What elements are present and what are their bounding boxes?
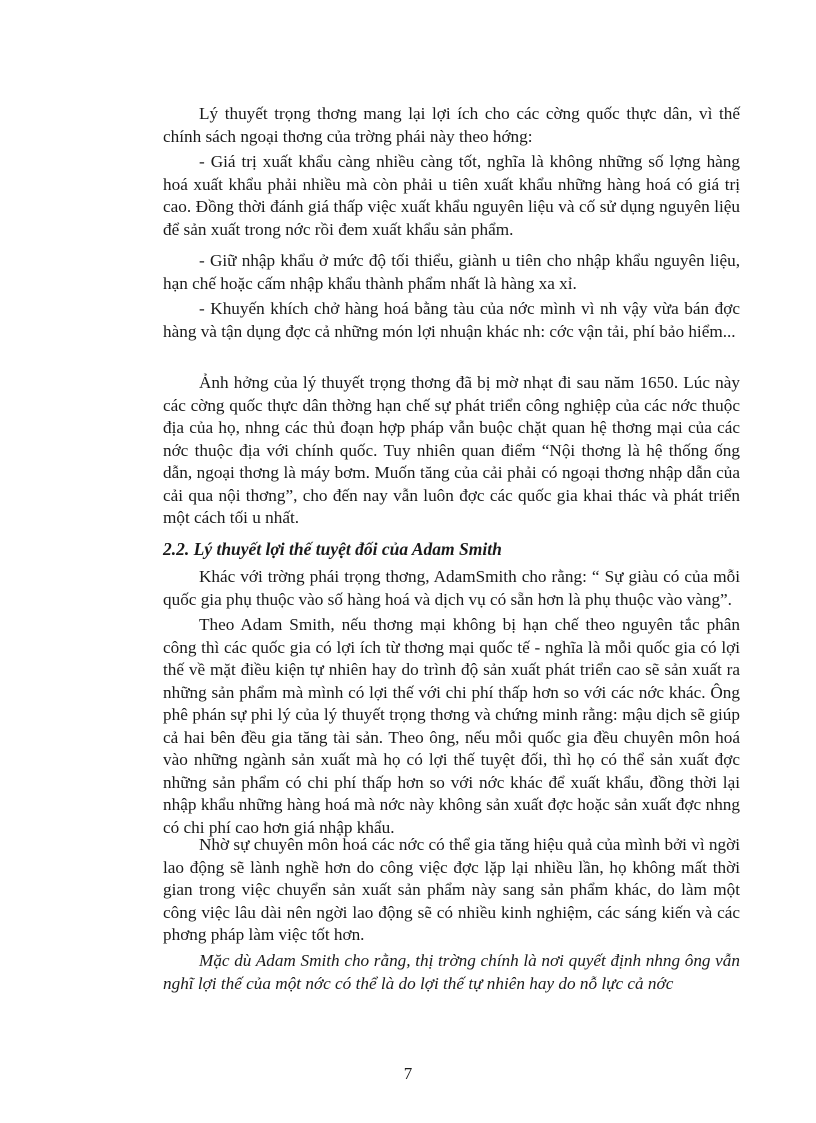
- paragraph-influence: Ảnh hởng của lý thuyết trọng thơng đã bị mờ nhạt đi sau năm 1650. Lúc này các cờng quốc thực dân thờng hạn chế sự phát triển công nghiệp của các nớc thuộc địa của họ, nhng các thủ đoạn hợp pháp vẫn buộc chặt quan hệ thơng mại của các nớc thuộc địa với chính quốc. Tuy nhiên quan điểm “Nội thơng là hệ thống ống dẫn, ngoại thơng là máy bơm. Muốn tăng của cải phải có ngoại thơng nhập dẫn của cải qua nội thơng”, cho đến nay vẫn luôn đợc các quốc gia khai thác và phát triển một cách tối u nhất.: [163, 373, 740, 527]
- page-number: 7: [403, 1064, 413, 1083]
- paragraph-absolute-advantage: Theo Adam Smith, nếu thơng mại không bị hạn chế theo nguyên tắc phân công thì các quốc gia có lợi ích từ thơng mại quốc tế - nghĩa là mỗi quốc gia có lợi thế về mặt điều kiện tự nhiên hay do trình độ sản xuất phát triển cao sẽ sản xuất ra những sản phẩm mà mình có lợi thế với chi phí thấp hơn so với các nớc khác. Ông phê phán sự phi lý của lý thuyết trọng thơng và chứng minh rằng: mậu dịch sẽ giúp cả hai bên đều gia tăng tài sản. Theo ông, nếu mỗi quốc gia đều chuyên môn hoá vào những ngành sản xuất mà họ có lợi thế tuyệt đối, thì họ có thể sản xuất đợc những sản phẩm có chi phí thấp hơn so với nớc khác để xuất khẩu, đồng thời lại nhập khẩu những hàng hoá mà nớc này không sản xuất đợc hoặc sản xuất đợc nhng có chi phí cao hơn giá nhập khẩu.: [163, 615, 740, 837]
- paragraph-export-value: - Giá trị xuất khẩu càng nhiều càng tốt, nghĩa là không những số lợng hàng hoá xuất khẩu phải nhiều mà còn phải u tiên xuất khẩu những hàng hoá có giá trị cao. Đồng thời đánh giá thấp việc xuất khẩu nguyên liệu và cố sử dụng nguyên liệu để sản xuất trong nớc rồi đem xuất khẩu sản phẩm.: [163, 152, 740, 239]
- paragraph-market-note: Mặc dù Adam Smith cho rằng, thị trờng chính là nơi quyết định nhng ông vẫn nghĩ lợi thế của một nớc có thể là do lợi thế tự nhiên hay do nỗ lực cả nớc: [163, 951, 740, 993]
- paragraph-shipping: - Khuyến khích chở hàng hoá bằng tàu của nớc mình vì nh vậy vừa bán đợc hàng và tận dụng đợc cả những món lợi nhuận khác nh: cớc vận tải, phí bảo hiểm...: [163, 299, 740, 341]
- paragraph-specialization: Nhờ sự chuyên môn hoá các nớc có thể gia tăng hiệu quả của mình bởi vì ngời lao động sẽ lành nghề hơn do công việc đợc lặp lại nhiều lần, họ không mất thời gian trong việc chuyển sản xuất sản phẩm này sang sản phẩm khác, do làm một công việc lâu dài nên ngời lao động sẽ có nhiều kinh nghiệm, các sáng kiến và các phơng pháp làm việc tốt hơn.: [163, 835, 740, 944]
- paragraph-mercantilism-benefits: Lý thuyết trọng thơng mang lại lợi ích cho các cờng quốc thực dân, vì thế chính sách ngoại thơng của trờng phái này theo hớng:: [163, 104, 740, 146]
- paragraph-import-minimum: - Giữ nhập khẩu ở mức độ tối thiểu, giành u tiên cho nhập khẩu nguyên liệu, hạn chế hoặc cấm nhập khẩu thành phẩm nhất là hàng xa xỉ.: [163, 251, 740, 293]
- section-heading: 2.2. Lý thuyết lợi thế tuyệt đối của Adam Smith: [163, 539, 502, 559]
- paragraph-adam-smith-wealth: Khác với trờng phái trọng thơng, AdamSmith cho rằng: “ Sự giàu có của mỗi quốc gia phụ thuộc vào số hàng hoá và dịch vụ có sẵn hơn là phụ thuộc vào vàng”.: [163, 567, 740, 609]
